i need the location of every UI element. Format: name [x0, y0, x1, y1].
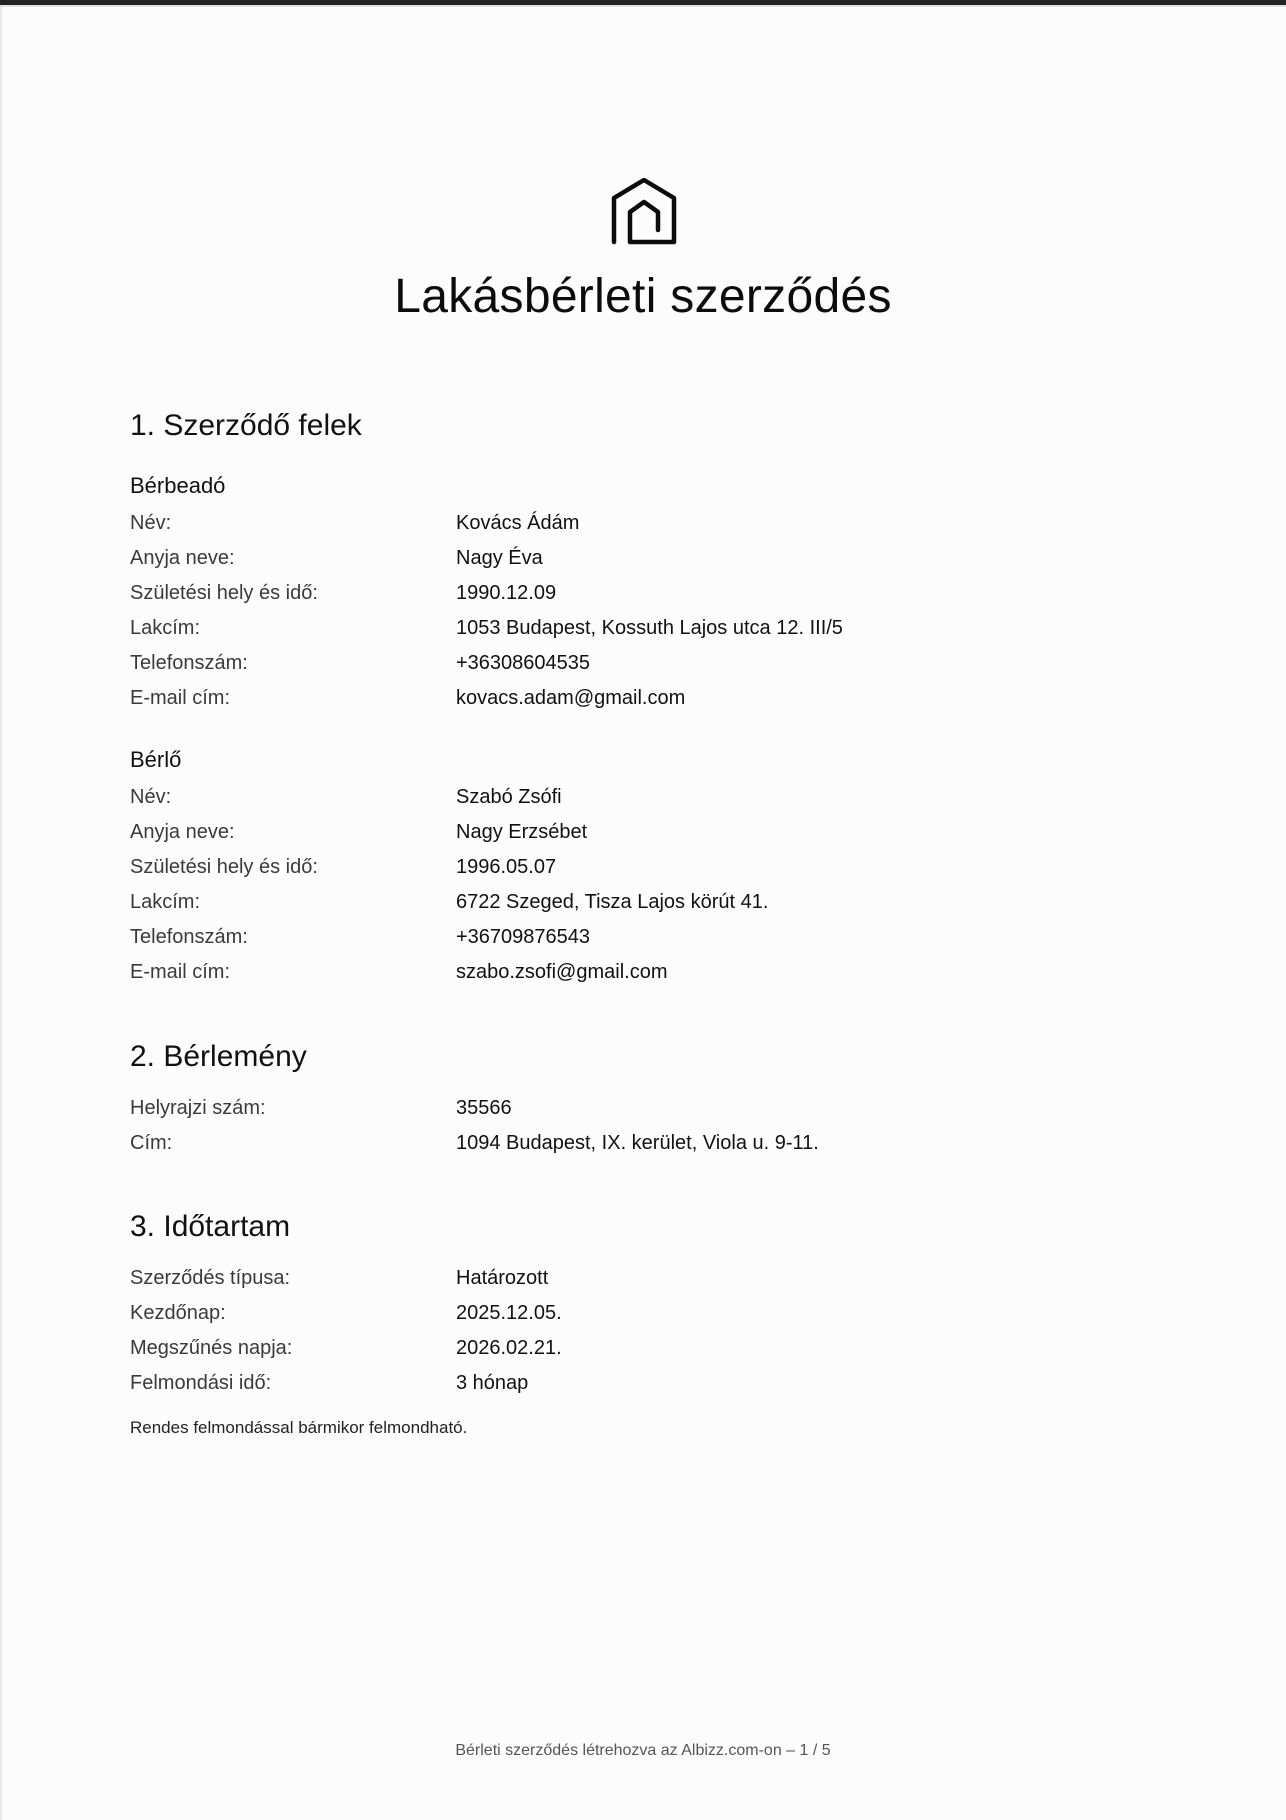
duration-details [130, 1261, 1030, 1401]
field-value: Nagy Éva [456, 547, 543, 569]
field-label: Helyrajzi szám: [130, 1097, 266, 1119]
landlord-row-birth [130, 576, 1030, 611]
page-footer: Bérleti szerződés létrehozva az Albizz.com-on – 1 / 5 [455, 1742, 831, 1759]
field-label: Anyja neve: [130, 821, 235, 843]
tenant-row-name [130, 780, 1030, 815]
section-heading-property: 2. Bérlemény [130, 1040, 307, 1073]
document-title: Lakásbérleti szerződés [394, 270, 892, 323]
duration-row-start [130, 1296, 1030, 1331]
field-value: 1990.12.09 [456, 582, 557, 604]
landlord-row-email [130, 681, 1030, 716]
section-heading-parties: 1. Szerződő felek [130, 409, 362, 442]
tenant-row-address [130, 885, 1030, 920]
subsection-heading-landlord: Bérbeadó [130, 473, 226, 498]
field-value: 1053 Budapest, Kossuth Lajos utca 12. III/5 [456, 617, 843, 639]
field-value: 1996.05.07 [456, 856, 557, 878]
field-value: +36709876543 [456, 926, 591, 948]
field-value: 35566 [456, 1097, 512, 1119]
field-value: kovacs.adam@gmail.com [456, 687, 686, 709]
tenant-row-email [130, 955, 1030, 990]
field-label: E-mail cím: [130, 687, 230, 709]
landlord-row-address [130, 611, 1030, 646]
termination-note: Rendes felmondással bármikor felmondható. [130, 1418, 468, 1437]
field-label: Lakcím: [130, 617, 201, 639]
property-row-lot-number [130, 1091, 1030, 1126]
field-label: Telefonszám: [130, 652, 248, 674]
duration-row-notice [130, 1366, 1030, 1401]
field-label: Név: [130, 512, 172, 534]
field-label: Anyja neve: [130, 547, 235, 569]
field-value: 2026.02.21. [456, 1337, 562, 1359]
house-icon [610, 178, 678, 246]
field-label: Szerződés típusa: [130, 1267, 291, 1289]
field-label: Név: [130, 786, 172, 808]
tenant-details [130, 780, 1030, 990]
landlord-row-phone [130, 646, 1030, 681]
field-label: Megszűnés napja: [130, 1337, 293, 1359]
field-label: E-mail cím: [130, 961, 230, 983]
field-label: Felmondási idő: [130, 1372, 272, 1394]
field-label: Telefonszám: [130, 926, 248, 948]
landlord-row-name [130, 506, 1030, 541]
section-heading-duration: 3. Időtartam [130, 1210, 291, 1243]
field-value: Határozott [456, 1267, 549, 1289]
field-label: Cím: [130, 1132, 173, 1154]
field-value: 2025.12.05. [456, 1302, 562, 1324]
field-value: Szabó Zsófi [456, 786, 562, 808]
landlord-details [130, 506, 1030, 716]
field-value: 3 hónap [456, 1372, 529, 1394]
landlord-row-mother-name [130, 541, 1030, 576]
field-value: 6722 Szeged, Tisza Lajos körút 41. [456, 891, 769, 913]
tenant-row-mother-name [130, 815, 1030, 850]
field-value: +36308604535 [456, 652, 591, 674]
duration-row-type [130, 1261, 1030, 1296]
tenant-row-phone [130, 920, 1030, 955]
field-label: Születési hely és idő: [130, 856, 318, 878]
field-value: Nagy Erzsébet [456, 821, 588, 843]
field-label: Lakcím: [130, 891, 201, 913]
subsection-heading-tenant: Bérlő [130, 747, 182, 772]
field-value: Kovács Ádám [456, 512, 580, 534]
field-value: 1094 Budapest, IX. kerület, Viola u. 9-11. [456, 1132, 819, 1154]
field-value: szabo.zsofi@gmail.com [456, 961, 668, 983]
duration-row-end [130, 1331, 1030, 1366]
property-row-address [130, 1126, 1030, 1161]
property-details [130, 1091, 1030, 1161]
field-label: Kezdőnap: [130, 1302, 226, 1324]
field-label: Születési hely és idő: [130, 582, 318, 604]
tenant-row-birth [130, 850, 1030, 885]
